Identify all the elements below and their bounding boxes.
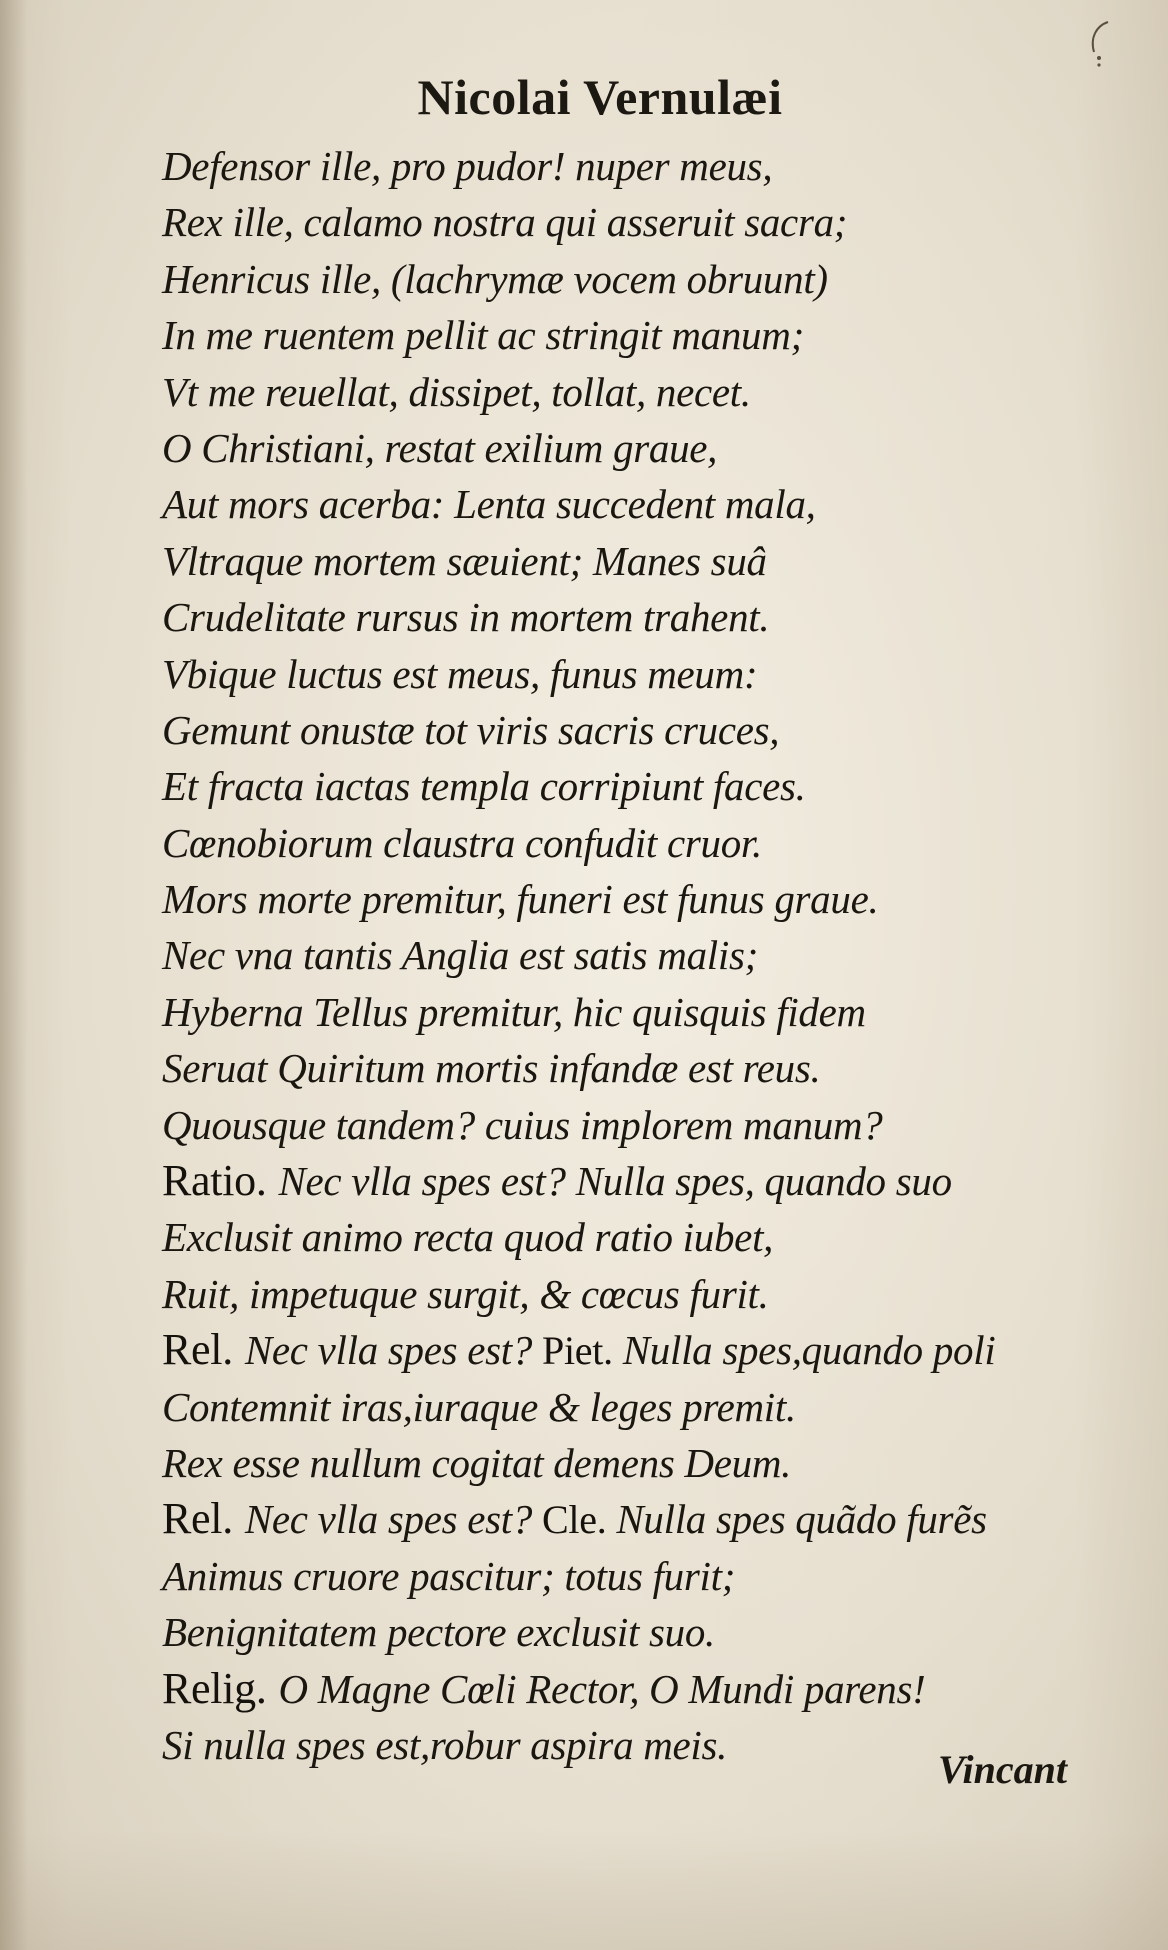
verse-line (162, 194, 1102, 250)
verse-line (162, 420, 1102, 476)
verse-text-segment: Gemunt onustæ tot viris sacris cruces, (162, 706, 780, 753)
catchword: Vincant (938, 1747, 1067, 1792)
verse-line (162, 1435, 1102, 1491)
verse-line (162, 476, 1102, 532)
verse-text-segment: Nulla spes quãdo furẽs (616, 1496, 987, 1543)
verse-text-segment: Rex ille, calamo nostra qui asseruit sacra; (162, 199, 848, 246)
verse-line (162, 815, 1102, 871)
verse-text-segment: O Christiani, restat exilium graue, (162, 424, 718, 471)
verse-text-segment: Si nulla spes est,robur aspira meis. (162, 1721, 728, 1768)
verse-line (162, 589, 1102, 645)
verse-line (162, 1153, 1102, 1209)
speaker-label: Ratio. (162, 1156, 267, 1206)
verse-text-segment: Ruit, impetuque surgit, & cœcus furit. (162, 1270, 769, 1317)
verse-text-segment: Contemnit iras,iuraque & leges premit. (162, 1383, 796, 1430)
verse-text-segment: Hyberna Tellus premitur, hic quisquis fidem (162, 988, 866, 1035)
verse-line (162, 307, 1102, 363)
verse-text-segment: Defensor ille, pro pudor! nuper meus, (162, 143, 773, 189)
verse-text-segment: Aut mors acerba: Lenta succedent mala, (162, 481, 816, 528)
verse-text-segment: Et fracta iactas templa corripiunt faces. (162, 763, 806, 810)
verse-text-segment: In me ruentem pellit ac stringit manum; (162, 312, 804, 359)
verse-text-segment: Nec vlla spes est? (278, 1158, 566, 1205)
verse-text-segment: Nulla spes,quando poli (622, 1327, 996, 1374)
verse-line (162, 1209, 1102, 1265)
verse-line (162, 1266, 1102, 1322)
verse-text-segment: Benignitatem pectore exclusit suo. (162, 1609, 716, 1656)
verse-text-segment: O Magne Cœli Rector, O Mundi parens! (278, 1665, 926, 1712)
verse-line (162, 1040, 1102, 1096)
verse-line (162, 758, 1102, 814)
verse-line (162, 1604, 1102, 1660)
verse-line (162, 533, 1102, 589)
running-head: Nicolai Vernulæi (417, 69, 783, 125)
speaker-label: Rel. (162, 1325, 233, 1375)
verse-text (162, 138, 1102, 1773)
verse-text-segment: Nec vna tantis Anglia est satis malis; (162, 932, 758, 979)
speaker-label: Piet. (542, 1328, 613, 1374)
verse-line (162, 927, 1102, 983)
verse-line (162, 1097, 1102, 1153)
verse-text-segment: Vbique luctus est meus, funus meum: (162, 650, 758, 697)
verse-line (162, 871, 1102, 927)
verse-line (162, 1491, 1102, 1547)
verse-text-segment: Rex esse nullum cogitat demens Deum. (162, 1439, 792, 1486)
verse-text-segment: Nulla spes, quando suo (575, 1158, 952, 1205)
verse-line (162, 1379, 1102, 1435)
verse-line (162, 364, 1102, 420)
verse-line (162, 1548, 1102, 1604)
verse-text-segment: Henricus ille, (lachrymæ vocem obruunt) (162, 255, 828, 302)
verse-text-segment: Nec vlla spes est? (244, 1327, 533, 1374)
verse-line (162, 646, 1102, 702)
verse-text-segment: Nec vlla spes est? (244, 1496, 533, 1543)
verse-line (162, 1661, 1102, 1717)
verse-line (162, 138, 1102, 194)
verse-text-segment: Seruat Quiritum mortis infandæ est reus. (162, 1045, 821, 1092)
verse-text-segment: Exclusit animo recta quod ratio iubet, (162, 1214, 774, 1261)
verse-text-segment: Cœnobiorum claustra confudit cruor. (162, 819, 762, 866)
speaker-label: Rel. (162, 1494, 233, 1544)
page-corner-mark (1078, 18, 1118, 68)
verse-text-segment: Animus cruore pascitur; totus furit; (162, 1552, 736, 1599)
verse-text-segment: Crudelitate rursus in mortem trahent. (162, 594, 770, 641)
verse-text-segment: Vltraque mortem sæuient; Manes suâ (162, 537, 767, 584)
speaker-label: Cle. (542, 1497, 607, 1543)
verse-text-segment: Vt me reuellat, dissipet, tollat, necet. (162, 368, 751, 415)
verse-text-segment: Mors morte premitur, funeri est funus graue. (162, 876, 879, 923)
verse-line (162, 251, 1102, 307)
verse-line (162, 1322, 1102, 1378)
verse-text-segment: Quousque tandem? cuius implorem manum? (162, 1101, 883, 1148)
gutter-shadow (0, 0, 28, 1950)
page-edge-shade (0, 1830, 1168, 1950)
verse-line (162, 984, 1102, 1040)
speaker-label: Relig. (162, 1663, 267, 1713)
verse-line (162, 702, 1102, 758)
